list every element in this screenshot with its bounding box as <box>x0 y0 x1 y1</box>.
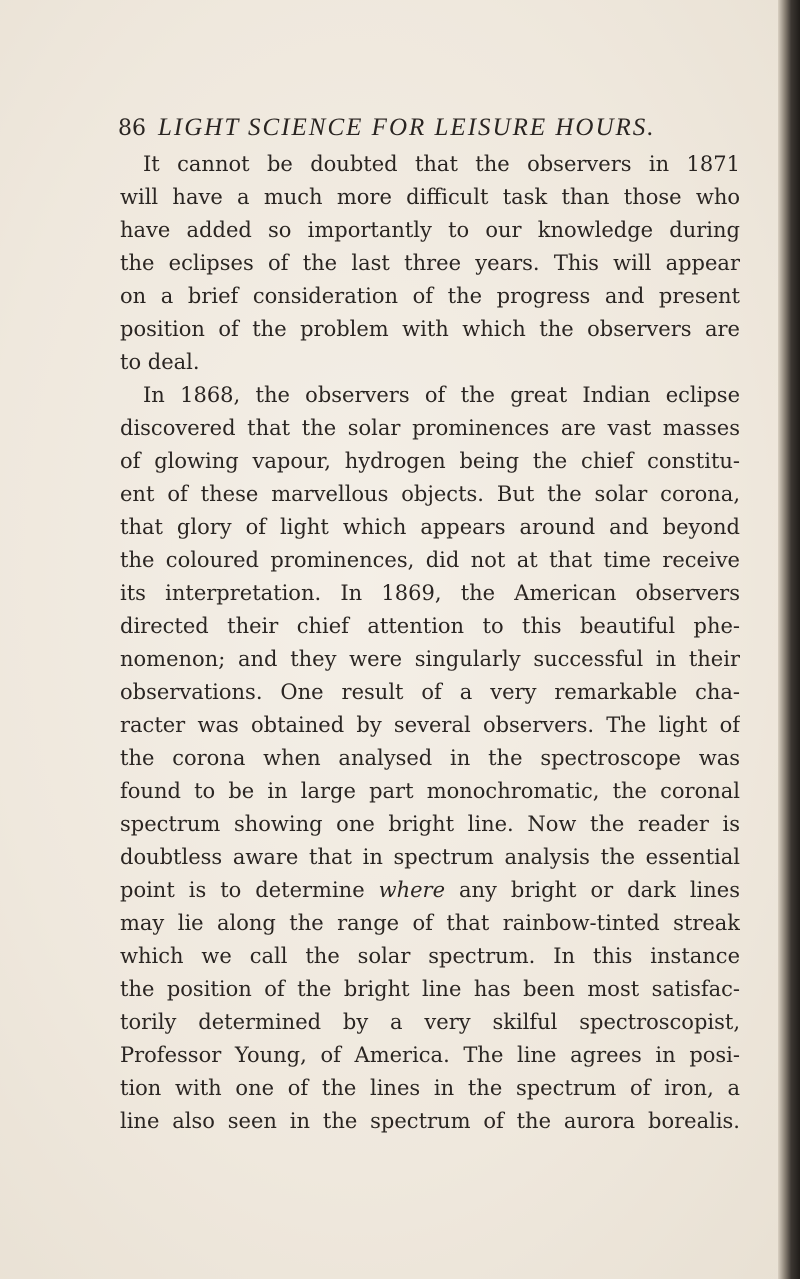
text-line: found to be in large part monochromatic, the coronal <box>120 779 740 803</box>
text-fragment: any bright or dark lines <box>445 878 740 902</box>
text-line: its interpretation. In 1869, the American observers <box>120 581 740 605</box>
text-line: which we call the solar spectrum. In this instance <box>120 944 740 968</box>
text-line: of glowing vapour, hydrogen being the chief constitu- <box>120 449 740 473</box>
paragraph-1 <box>120 148 740 379</box>
text-line-with-emphasis <box>120 874 740 907</box>
text-line: observations. One result of a very remarkable cha- <box>120 680 740 704</box>
text-line: spectrum showing one bright line. Now the reader is <box>120 812 740 836</box>
text-line: In 1868, the observers of the great Indian eclipse <box>143 383 740 407</box>
text-line: directed their chief attention to this beautiful phe- <box>120 614 740 638</box>
text-line: nomenon; and they were singularly successful in their <box>120 647 740 671</box>
text-line: will have a much more difficult task than those who <box>120 185 740 209</box>
text-line: the eclipses of the last three years. This will appear <box>120 251 740 275</box>
text-line: the position of the bright line has been most satisfac- <box>120 977 740 1001</box>
text-line: to deal. <box>120 350 200 374</box>
text-line: line also seen in the spectrum of the aurora borealis. <box>120 1109 740 1133</box>
text-line: may lie along the range of that rainbow-tinted streak <box>120 911 740 935</box>
text-line: position of the problem with which the observers are <box>120 317 740 341</box>
page-edge-shadow <box>778 0 800 1279</box>
text-line: It cannot be doubted that the observers in 1871 <box>143 152 740 176</box>
text-line: the coloured prominences, did not at that time receive <box>120 548 740 572</box>
text-fragment: point is to determine <box>120 878 379 902</box>
text-line: tion with one of the lines in the spectrum of iron, a <box>120 1076 740 1100</box>
running-head <box>118 110 718 146</box>
emphasized-word: where <box>378 878 446 902</box>
text-line: discovered that the solar prominences are vast masses <box>120 416 740 440</box>
text-line: Professor Young, of America. The line agrees in posi- <box>120 1043 740 1067</box>
text-line: the corona when analysed in the spectroscope was <box>120 746 740 770</box>
text-line: have added so importantly to our knowledge during <box>120 218 740 242</box>
text-line: that glory of light which appears around and beyond <box>120 515 740 539</box>
page-number: 86 <box>118 116 146 141</box>
body-text <box>120 148 740 1138</box>
text-line: doubtless aware that in spectrum analysis the essential <box>120 845 740 869</box>
paragraph-2 <box>120 379 740 1138</box>
running-title: LIGHT SCIENCE FOR LEISURE HOURS. <box>158 114 656 141</box>
text-line: torily determined by a very skilful spectroscopist, <box>120 1010 740 1034</box>
text-line: on a brief consideration of the progress and present <box>120 284 740 308</box>
text-line: racter was obtained by several observers. The light of <box>120 713 740 737</box>
text-line: ent of these marvellous objects. But the solar corona, <box>120 482 740 506</box>
